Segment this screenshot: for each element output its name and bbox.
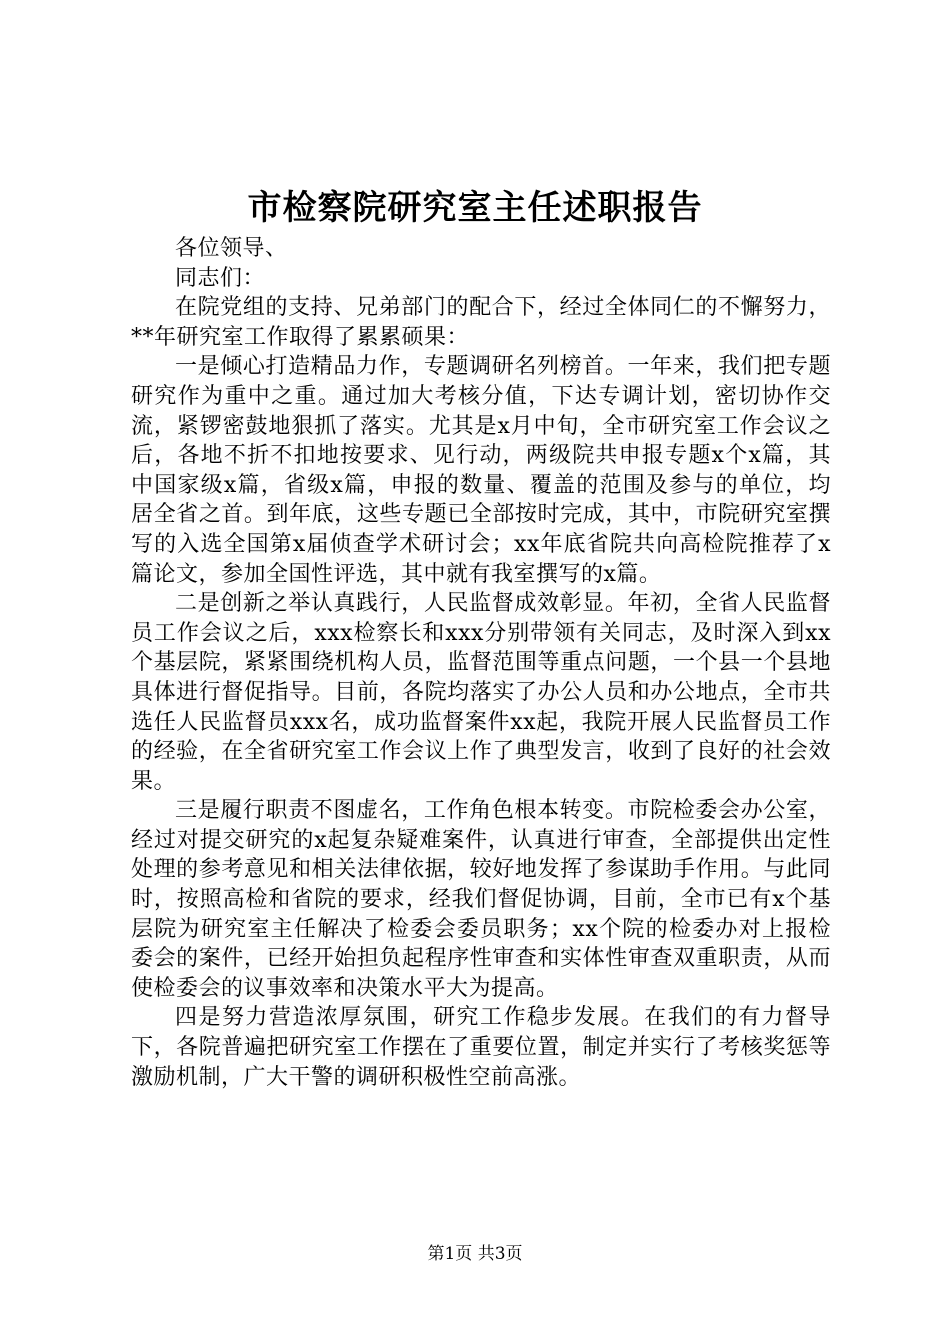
- paragraph-item-2: 二是创新之举认真践行，人民监督成效彰显。年初，全省人民监督员工作会议之后，xxx检察长和xxx分别带领有关同志，及时深入到xx个基层院，紧紧围绕机构人员，监督范围等重点问题，一个县一个县地具体进行督促指导。目前，各院均落实了办公人员和办公地点，全市共选任人民监督员xxx名，成功监督案件xx起，我院开展人民监督员工作的经验，在全省研究室工作会议上作了典型发言，收到了良好的社会效果。: [131, 591, 831, 794]
- paragraph-item-1: 一是倾心打造精品力作，专题调研名列榜首。一年来，我们把专题研究作为重中之重。通过加大考核分值，下达专调计划，密切协作交流，紧锣密鼓地狠抓了落实。尤其是x月中旬，全市研究室工作会议之后，各地不折不扣地按要求、见行动，两级院共申报专题x个x篇，其中国家级x篇，省级x篇，申报的数量、覆盖的范围及参与的单位，均居全省之首。到年底，这些专题已全部按时完成，其中，市院研究室撰写的入选全国第x届侦查学术研讨会；xx年底省院共向高检院推荐了x篇论文，参加全国性评选，其中就有我室撰写的x篇。: [131, 354, 831, 587]
- paragraph-item-3: 三是履行职责不图虚名，工作角色根本转变。市院检委会办公室，经过对提交研究的x起复杂疑难案件，认真进行审查，全部提供出定性处理的参考意见和相关法律依据，较好地发挥了参谋助手作用。与此同时，按照高检和省院的要求，经我们督促协调，目前，全市已有x个基层院为研究室主任解决了检委会委员职务；xx个院的检委办对上报检委会的案件，已经开始担负起程序性审查和实体性审查双重职责，从而使检委会的议事效率和决策水平大为提高。: [131, 798, 831, 1001]
- paragraph-item-4: 四是努力营造浓厚氛围，研究工作稳步发展。在我们的有力督导下，各院普遍把研究室工作摆在了重要位置，制定并实行了考核奖惩等激励机制，广大干警的调研积极性空前高涨。: [131, 1005, 831, 1090]
- paragraph-intro: 在院党组的支持、兄弟部门的配合下，经过全体同仁的不懈努力，**年研究室工作取得了累累硕果：: [131, 295, 831, 350]
- greeting-line: 各位领导、: [175, 236, 288, 261]
- document-title: 市检察院研究室主任述职报告: [247, 188, 703, 228]
- document-body: [131, 234, 831, 1092]
- page-footer: 第1页 共3页: [427, 1244, 523, 1264]
- greeting-line: 同志们：: [175, 265, 266, 291]
